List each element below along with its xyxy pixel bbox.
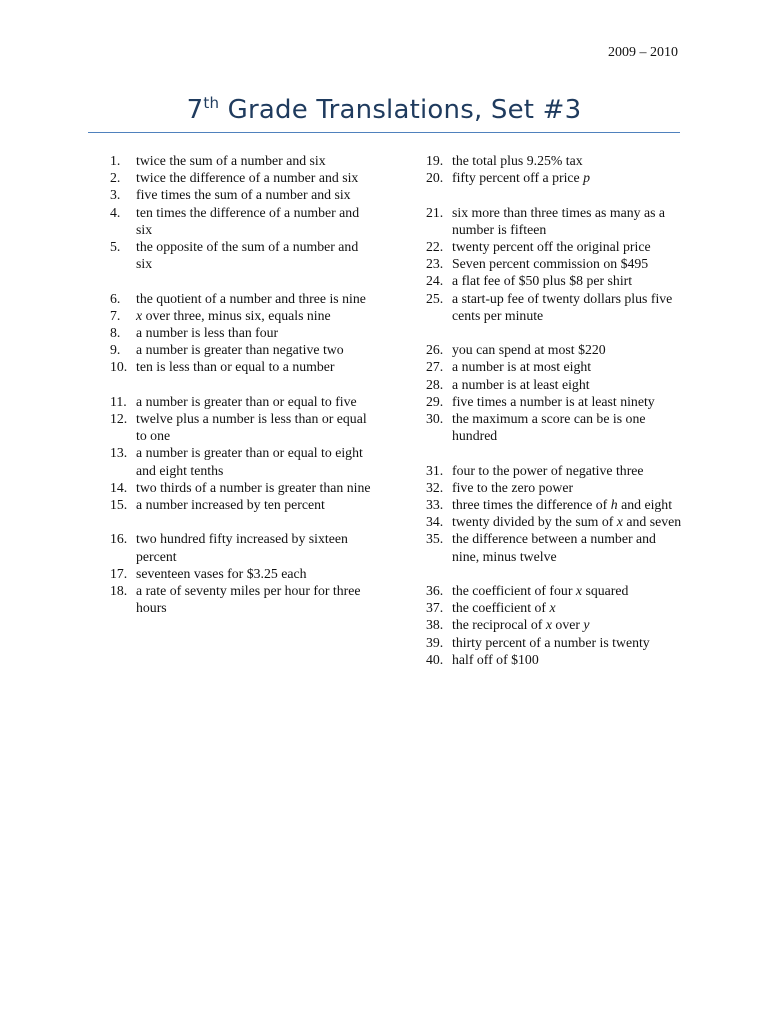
problem-item: 8. a number is less than four <box>110 325 279 341</box>
group-spacer <box>110 272 372 289</box>
problem-item: 28. a number is at least eight <box>426 376 590 392</box>
problem-item: 32. five to the zero power <box>426 479 574 495</box>
school-year: 2009 – 2010 <box>608 45 678 60</box>
problem-item: 25. a start-up fee of twenty dollars plus five cents per minute <box>426 290 673 323</box>
problem-item: 29. five times a number is at least ninety <box>426 393 655 409</box>
problem-item: 31. four to the power of negative three <box>426 462 644 478</box>
group-spacer <box>426 324 682 341</box>
problem-item: 26. you can spend at most $220 <box>426 342 606 358</box>
group-spacer <box>110 513 372 530</box>
problem-item: 24. a flat fee of $50 plus $8 per shirt <box>426 273 633 289</box>
problem-item: 15. a number increased by ten percent <box>110 497 325 513</box>
page-title: 7th Grade Translations, Set #3 <box>186 94 582 125</box>
problem-item: 6. the quotient of a number and three is nine <box>110 290 366 306</box>
problem-item: 22. twenty percent off the original price <box>426 239 651 254</box>
group-spacer <box>426 186 682 203</box>
problem-item: 40. half off of $100 <box>426 651 539 667</box>
problem-item: 27. a number is at most eight <box>426 359 592 375</box>
problem-item: 19. the total plus 9.25% tax <box>426 153 583 168</box>
group-spacer <box>426 444 682 461</box>
problem-item: 1. twice the sum of a number and six <box>110 153 326 168</box>
problem-item: 18. a rate of seventy miles per hour for three hours <box>110 583 361 616</box>
problem-item: 7. x over three, minus six, equals nine <box>110 307 331 323</box>
problem-item: 21. six more than three times as many as a number is fifteen <box>426 204 666 237</box>
problem-item: 4. ten times the difference of a number and six <box>110 204 360 237</box>
problem-item: 37. the coefficient of x <box>426 600 556 616</box>
problem-item: 11. a number is greater than or equal to five <box>110 393 357 409</box>
problem-item: 33. three times the difference of h and eight <box>426 497 673 513</box>
group-spacer <box>110 376 372 393</box>
problem-item: 39. thirty percent of a number is twenty <box>426 634 650 650</box>
problem-item: 36. the coefficient of four x squared <box>426 583 629 599</box>
problem-item: 3. five times the sum of a number and six <box>110 187 351 203</box>
problem-item: 5. the opposite of the sum of a number and six <box>110 239 359 272</box>
problem-item: 14. two thirds of a number is greater than nine <box>110 479 371 495</box>
problem-item: 10. ten is less than or equal to a number <box>110 359 335 375</box>
problem-item: 9. a number is greater than negative two <box>110 342 344 358</box>
problem-item: 38. the reciprocal of x over y <box>426 617 590 633</box>
problem-item: 30. the maximum a score can be is one hundred <box>426 411 646 444</box>
problem-item: 35. the difference between a number and nine, minus twelve <box>426 531 656 564</box>
problem-item: 16. two hundred fifty increased by sixteen percent <box>110 531 348 564</box>
problem-item: 23. Seven percent commission on $495 <box>426 256 649 272</box>
problem-item: 20. fifty percent off a price p <box>426 170 591 186</box>
problem-item: 17. seventeen vases for $3.25 each <box>110 565 307 581</box>
title-rule <box>88 132 680 133</box>
problem-list-left <box>110 152 372 616</box>
group-spacer <box>426 565 682 582</box>
problem-item: 12. twelve plus a number is less than or equal to one <box>110 411 367 444</box>
problem-item: 2. twice the difference of a number and six <box>110 170 359 186</box>
problem-list-right <box>426 152 682 668</box>
problem-item: 13. a number is greater than or equal to eight and eight tenths <box>110 445 363 478</box>
problem-item: 34. twenty divided by the sum of x and seven <box>426 514 682 530</box>
